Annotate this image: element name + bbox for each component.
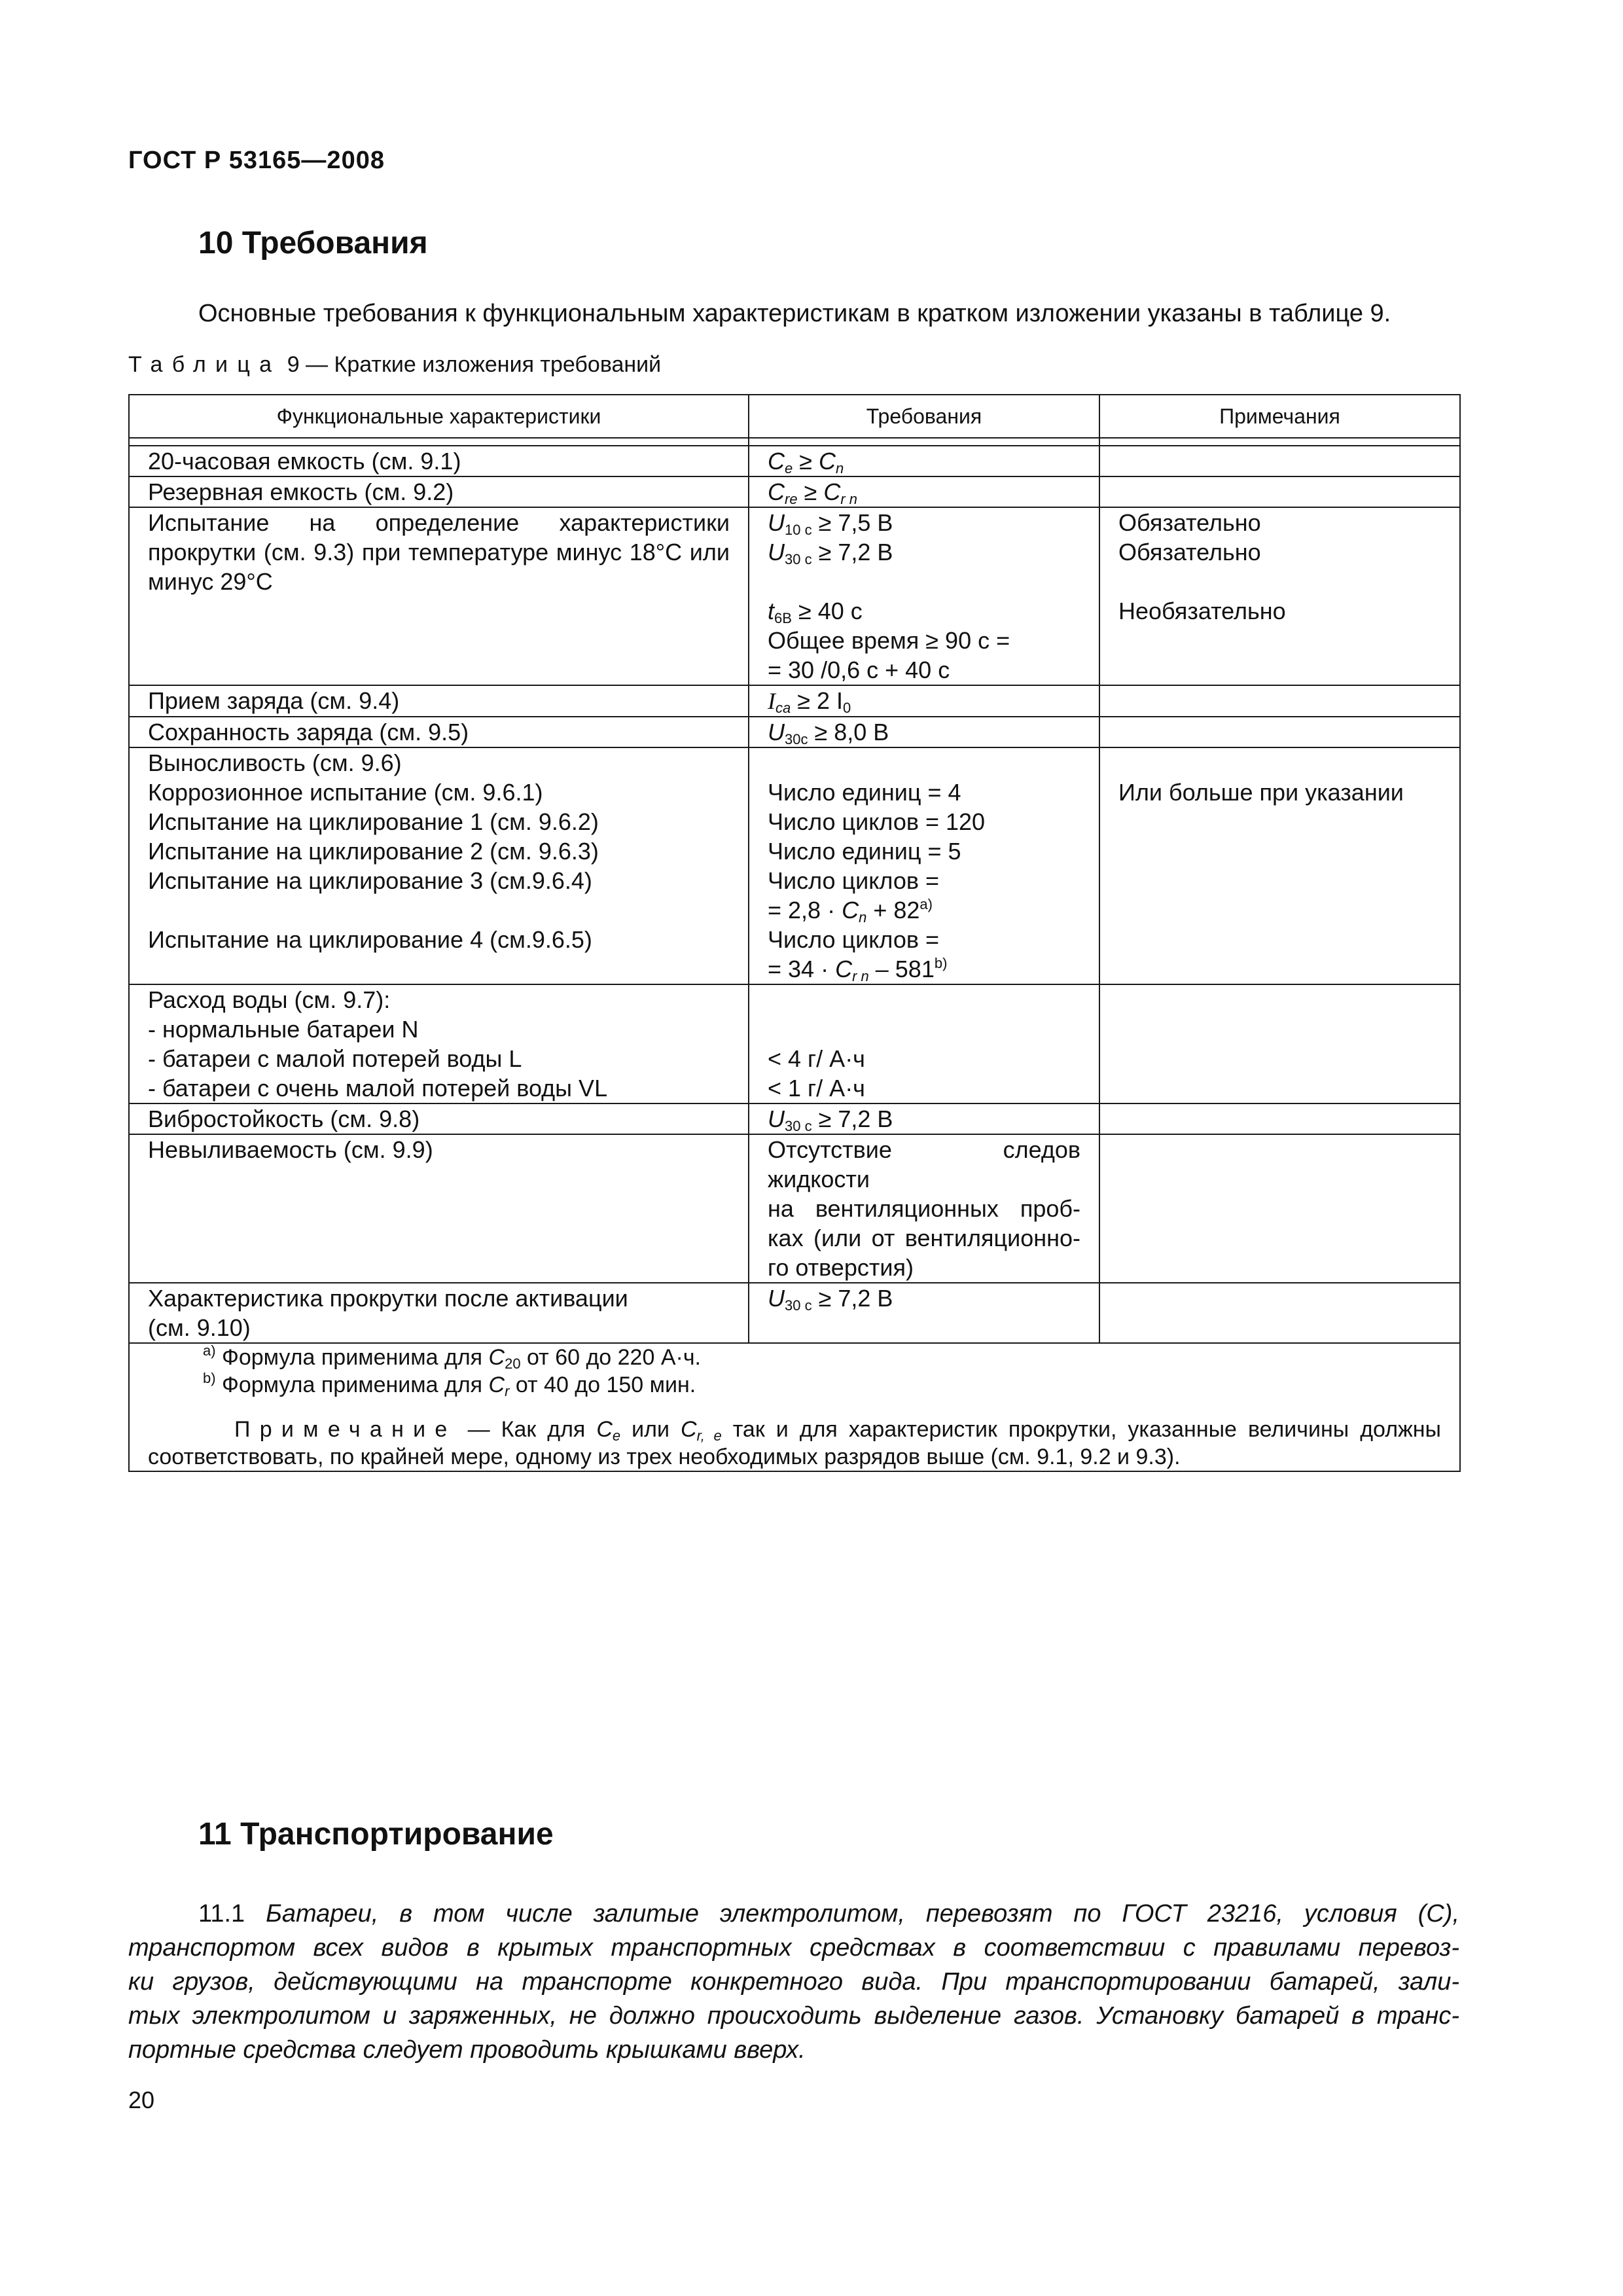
requirements-table (128, 394, 1461, 1472)
table-note: Примечание — Как для $C_e$ или $C_{r, e}$ так и для характеристик прокрутки, указанные величины должны соответствовать, по крайней мере, одному из трех необходимых разрядов выше (см. 9.1, 9.2 и 9.3). (148, 1417, 1441, 1469)
requirement-cell: < 4 г/ А·ч < 1 г/ А·ч (749, 984, 1099, 1103)
requirement-cell: $C_e \ge C_n$ (749, 446, 1099, 476)
requirement-cell: $C_{re} \ge C_{r n}$ (749, 476, 1099, 507)
column-header-characteristics: Функциональные характеристики (129, 395, 749, 438)
table-header-row (129, 395, 1460, 438)
note-cell (1099, 984, 1460, 1103)
characteristic-cell: Вибростойкость (см. 9.8) (129, 1103, 749, 1134)
table-caption-label: Таблица (128, 352, 281, 377)
section-10-intro: Основные требования к функциональным характеристикам в кратком изложении указаны в таблице 9. (198, 300, 1391, 327)
section-11-title: 11 Транспортирование (198, 1817, 554, 1852)
note-cell (1099, 476, 1460, 507)
characteristic-cell: Расход воды (см. 9.7): - нормальные батареи N - батареи с малой потерей воды L - батареи с очень малой потерей воды VL (129, 984, 749, 1103)
requirement-cell: $U_{30с} \ge 8,0$ В (749, 717, 1099, 747)
table-row-cranking (129, 507, 1460, 685)
characteristic-cell: 20-часовая емкость (см. 9.1) (129, 446, 749, 476)
table-row-charge-acceptance (129, 685, 1460, 717)
requirement-cell: $I_{са} \ge 2$ $I_0$ (749, 685, 1099, 717)
note-cell (1099, 446, 1460, 476)
note-cell (1099, 1134, 1460, 1283)
paragraph-11-1: 11.1 Батареи, в том числе залитые электролитом, перевозят по ГОСТ 23216, условия (С), транспортом всех видов в крытых транспортных средствах в соответствии с правилами перевоз- ки грузов, действующими на транспорте конкретного вида. При транспортировании батарей, зали- тых электролитом и заряженных, не должно происходить выделение газов. Установку батарей в транс- портные средства следует проводить крышками вверх. (128, 1900, 1459, 2064)
characteristic-cell: Испытание на определение характеристики прокрутки (см. 9.3) при температуре минус 18°С или минус 29°С (129, 507, 749, 685)
column-header-notes: Примечания (1099, 395, 1460, 438)
table-row-cranking-after-activation (129, 1283, 1460, 1343)
note-cell (1099, 1283, 1460, 1343)
table-row-spill-proof (129, 1134, 1460, 1283)
characteristic-cell: Выносливость (см. 9.6) Коррозионное испытание (см. 9.6.1) Испытание на циклирование 1 (см. 9.6.2) Испытание на циклирование 2 (см. 9.6.3) Испытание на циклирование 3 (см.9.6.4) Испытание на циклирование 4 (см.9.6.5) (129, 747, 749, 984)
table-caption (128, 352, 661, 378)
table-row-endurance (129, 747, 1460, 984)
characteristic-cell: Прием заряда (см. 9.4) (129, 685, 749, 717)
table-row-charge-retention (129, 717, 1460, 747)
page-number: 20 (128, 2087, 155, 2113)
note-cell (1099, 717, 1460, 747)
requirement-cell: $U_{30 с} \ge 7,2$ В (749, 1103, 1099, 1134)
note-cell: Обязательно Обязательно Необязательно (1099, 507, 1460, 685)
requirement-cell: $U_{30 с} \ge 7,2$ В (749, 1283, 1099, 1343)
characteristic-cell: Невыливаемость (см. 9.9) (129, 1134, 749, 1283)
table-row-capacity-20h (129, 446, 1460, 476)
section-10-title: 10 Требования (198, 226, 428, 260)
characteristic-cell: Резервная емкость (см. 9.2) (129, 476, 749, 507)
note-cell (1099, 685, 1460, 717)
characteristic-cell: Характеристика прокрутки после активации (см. 9.10) (129, 1283, 749, 1343)
standard-code: ГОСТ Р 53165—2008 (128, 147, 385, 174)
requirement-cell: $U_{10 с} \ge 7,5$ В $U_{30 с} \ge 7,2$ В $t_{6В} \ge 40$ с Общее время ≥ 90 с = = 30 /0,6 с + 40 с (749, 507, 1099, 685)
table-caption-text: 9 — Краткие изложения требований (281, 352, 662, 377)
note-cell: Или больше при указании (1099, 747, 1460, 984)
requirement-cell: Число единиц = 4 Число циклов = 120 Число единиц = 5 Число циклов = = $2,8 \cdot C_n + 82^{a)}$ Число циклов = = $34 \cdot C_{r n} - 581^{b)}$ (749, 747, 1099, 984)
note-cell (1099, 1103, 1460, 1134)
footnote-b: $^{b)}$ Формула применима для $C_r$ от 40 до 150 мин. (203, 1370, 696, 1399)
table-row-reserve-capacity (129, 476, 1460, 507)
column-header-requirements: Требования (749, 395, 1099, 438)
requirement-cell: Отсутствие следов жидкости на вентиляционных проб- ках (или от вентиляционно- го отверстия) (749, 1134, 1099, 1283)
table-row-vibration (129, 1103, 1460, 1134)
header-separator (129, 438, 1460, 446)
table-footnotes (129, 1343, 1460, 1471)
table-row-water-consumption (129, 984, 1460, 1103)
table-footnotes-row (129, 1343, 1460, 1471)
footnote-a: $^{a)}$ Формула применима для $C_{20}$ от 60 до 220 А·ч. (203, 1342, 701, 1372)
characteristic-cell: Сохранность заряда (см. 9.5) (129, 717, 749, 747)
